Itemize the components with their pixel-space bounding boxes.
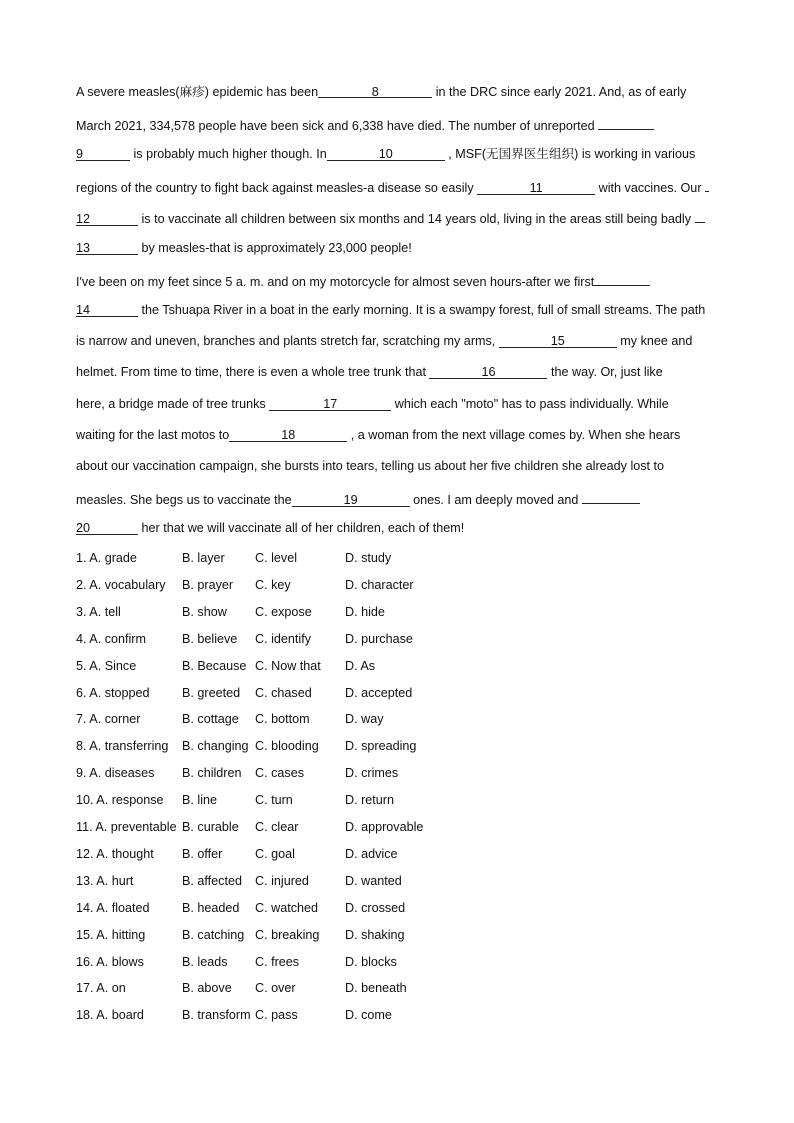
answer-blank[interactable]: [695, 208, 705, 223]
passage-line: [76, 489, 640, 508]
passage-line: [76, 364, 663, 380]
option-choice: C. goal: [255, 846, 295, 861]
passage-text: A severe measles(麻疹) epidemic has been: [76, 85, 319, 99]
option-choice: 17. A. on: [76, 981, 126, 996]
answer-blank[interactable]: 9: [76, 146, 130, 161]
passage-line: [76, 240, 412, 256]
answer-blank[interactable]: 17: [269, 396, 391, 411]
passage-line: [76, 458, 664, 474]
passage-line: [76, 208, 705, 227]
option-choice: D. spreading: [345, 739, 417, 754]
option-choice: C. bottom: [255, 712, 310, 727]
answer-blank[interactable]: 11: [477, 180, 595, 195]
passage-text: ones. I am deeply moved and: [409, 493, 582, 507]
option-choice: D. crimes: [345, 766, 399, 781]
option-choice: 1. A. grade: [76, 551, 137, 565]
passage-text: measles. She begs us to vaccinate the: [76, 493, 292, 507]
passage-line: [76, 396, 669, 412]
passage-line: [76, 115, 654, 134]
option-choice: 15. A. hitting: [76, 927, 146, 942]
answer-blank[interactable]: 12: [76, 211, 138, 226]
option-choice: D. approvable: [345, 820, 424, 834]
answer-blank[interactable]: 20: [76, 520, 138, 535]
option-choice: D. accepted: [345, 685, 413, 700]
passage-text: I've been on my feet since 5 a. m. and on my motorcycle for almost seven hours-after we first: [76, 275, 595, 289]
option-choice: 5. A. Since: [76, 658, 137, 673]
option-choice: B. believe: [182, 631, 238, 646]
option-choice: C. cases: [255, 766, 304, 781]
option-choice: B. line: [182, 793, 218, 808]
option-choice: 4. A. confirm: [76, 631, 146, 646]
option-choice: C. key: [255, 577, 291, 592]
answer-blank[interactable]: [705, 177, 709, 192]
option-choice: B. prayer: [182, 577, 234, 592]
option-choice: D. come: [345, 1008, 392, 1023]
passage-line: [76, 302, 705, 318]
passage-text: March 2021, 334,578 people have been sick and 6,338 have died. The number of unreported: [76, 119, 599, 133]
option-choice: B. show: [182, 604, 227, 619]
option-choice: B. curable: [182, 820, 239, 834]
answer-blank[interactable]: 18: [229, 427, 347, 442]
passage-text: waiting for the last motos to: [76, 428, 230, 442]
passage-text: the way. Or, just like: [547, 365, 663, 379]
option-choice: D. crossed: [345, 900, 406, 915]
passage-text: which each "moto" has to pass individually. While: [391, 397, 669, 411]
option-choice: D. hide: [345, 604, 385, 619]
passage-text: here, a bridge made of tree trunks: [76, 397, 270, 411]
passage-line: [76, 84, 686, 100]
option-choice: 16. A. blows: [76, 954, 144, 969]
option-choice: D. beneath: [345, 981, 407, 996]
option-choice: 2. A. vocabulary: [76, 577, 166, 592]
answer-blank[interactable]: 16: [429, 364, 547, 379]
option-choice: B. changing: [182, 739, 249, 754]
option-choice: C. turn: [255, 793, 293, 808]
answer-blank[interactable]: 14: [76, 302, 138, 317]
passage-line: [76, 333, 692, 349]
option-choice: B. layer: [182, 551, 225, 565]
option-choice: C. injured: [255, 873, 309, 888]
option-choice: 8. A. transferring: [76, 739, 169, 754]
option-choice: 9. A. diseases: [76, 766, 155, 781]
option-choice: 18. A. board: [76, 1008, 144, 1023]
option-choice: C. frees: [255, 954, 300, 969]
passage-text: is probably much higher though. In: [130, 147, 327, 161]
option-choice: D. purchase: [345, 631, 413, 646]
option-choice: 11. A. preventable: [76, 820, 177, 834]
passage-line: [76, 271, 650, 290]
option-choice: B. Because: [182, 658, 247, 673]
option-choice: C. watched: [255, 900, 318, 915]
answer-blank[interactable]: 8: [318, 84, 432, 98]
option-choice: B. leads: [182, 954, 228, 969]
option-choice: B. offer: [182, 846, 223, 861]
option-choice: C. chased: [255, 685, 312, 700]
option-choice: C. identify: [255, 631, 311, 646]
option-choice: 13. A. hurt: [76, 873, 134, 888]
option-choice: D. character: [345, 577, 414, 592]
option-choice: D. return: [345, 793, 394, 808]
passage-line: [76, 146, 695, 162]
option-choice: B. children: [182, 766, 242, 781]
answer-blank[interactable]: [594, 271, 650, 286]
passage-line: [76, 177, 709, 196]
option-choice: D. study: [345, 551, 392, 565]
passage-text: about our vaccination campaign, she bursts into tears, telling us about her five children she already lost to: [76, 459, 665, 473]
option-choice: B. affected: [182, 873, 242, 888]
passage-text: my knee and: [616, 334, 693, 348]
option-choice: B. catching: [182, 927, 245, 942]
option-choice: C. pass: [255, 1008, 298, 1023]
passage-text: with vaccines. Our: [595, 181, 706, 195]
option-choice: C. breaking: [255, 927, 320, 942]
answer-blank[interactable]: 19: [292, 492, 410, 507]
passage-text: is narrow and uneven, branches and plants stretch far, scratching my arms,: [76, 334, 499, 348]
passage-text: the Tshuapa River in a boat in the early morning. It is a swampy forest, full of small streams. The path: [138, 303, 706, 317]
option-choice: 14. A. floated: [76, 900, 150, 915]
answer-blank[interactable]: 15: [499, 333, 617, 348]
option-choice: C. blooding: [255, 739, 319, 754]
option-choice: D. wanted: [345, 873, 402, 888]
option-choice: C. clear: [255, 820, 299, 834]
answer-blank[interactable]: 10: [327, 146, 445, 161]
option-choice: B. above: [182, 981, 232, 996]
passage-text: her that we will vaccinate all of her children, each of them!: [138, 521, 465, 535]
option-choice: C. expose: [255, 604, 312, 619]
passage-line: [76, 427, 680, 443]
option-choice: 7. A. corner: [76, 712, 141, 727]
answer-blank[interactable]: [582, 489, 640, 504]
option-choice: 12. A. thought: [76, 846, 154, 861]
option-choice: D. advice: [345, 846, 398, 861]
option-choice: D. As: [345, 658, 376, 673]
option-choice: D. shaking: [345, 927, 405, 942]
passage-text: in the DRC since early 2021. And, as of early: [432, 85, 687, 99]
option-choice: 3. A. tell: [76, 604, 121, 619]
option-choice: 6. A. stopped: [76, 685, 150, 700]
option-choice: 10. A. response: [76, 793, 164, 808]
option-choice: C. level: [255, 551, 297, 565]
passage-text: regions of the country to fight back against measles-a disease so easily: [76, 181, 478, 195]
answer-blank[interactable]: [598, 115, 654, 130]
option-choice: B. transform: [182, 1008, 251, 1023]
option-choice: D. way: [345, 712, 384, 727]
passage-text: helmet. From time to time, there is even a whole tree trunk that: [76, 365, 430, 379]
passage-line: [76, 520, 464, 536]
passage-text: is to vaccinate all children between six months and 14 years old, living in the areas still being badly: [138, 212, 695, 226]
option-choice: C. Now that: [255, 658, 321, 673]
passage-text: , a woman from the next village comes by. When she hears: [347, 428, 681, 442]
passage-text: , MSF(无国界医生组织) is working in various: [444, 147, 696, 161]
option-choice: B. greeted: [182, 685, 241, 700]
option-choice: B. headed: [182, 900, 240, 915]
answer-blank[interactable]: 13: [76, 240, 138, 255]
option-choice: D. blocks: [345, 954, 397, 969]
passage-text: by measles-that is approximately 23,000 people!: [138, 241, 412, 255]
option-choice: B. cottage: [182, 712, 239, 727]
option-choice: C. over: [255, 981, 296, 996]
